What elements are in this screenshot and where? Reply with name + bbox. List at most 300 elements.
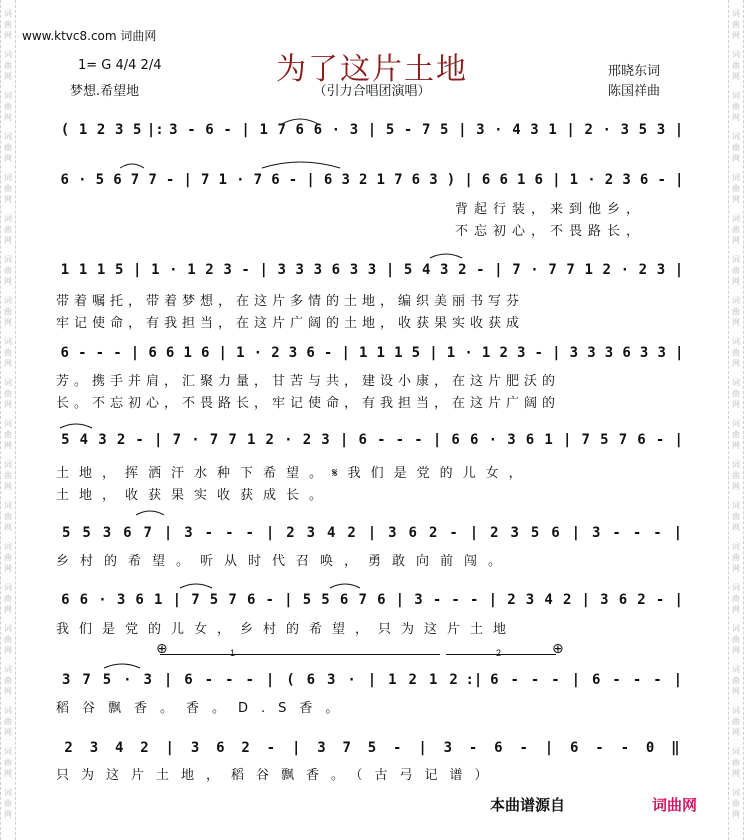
note: 2 <box>205 262 214 278</box>
note: 6 <box>494 740 503 756</box>
slur <box>430 254 462 258</box>
note: - <box>245 525 254 541</box>
note: 2 <box>449 672 458 688</box>
note: - <box>632 672 642 688</box>
barline: | <box>552 345 561 361</box>
note: 3 <box>657 345 666 361</box>
lyric-line-7: 我们是党的儿女，乡村的希望，只为这片土地 <box>56 622 517 637</box>
watermark-text: 词 曲 网 <box>4 337 12 368</box>
note: 2 <box>604 172 614 188</box>
note: 6 <box>481 172 491 188</box>
watermark-text: 词 曲 网 <box>4 50 12 81</box>
note: ( <box>286 672 295 688</box>
note: 1 <box>517 172 526 188</box>
watermark-text: 词 曲 网 <box>4 9 12 40</box>
note: · <box>169 262 178 278</box>
barline: | <box>488 592 498 608</box>
note: 5 <box>385 122 395 138</box>
coda-sign-2: ⊕ <box>552 640 564 656</box>
watermark-text: 词 曲 网 <box>4 255 12 286</box>
note: 6 <box>60 345 69 361</box>
note: 1 <box>376 172 385 188</box>
barline: | <box>432 432 442 448</box>
watermark-text: 词 曲 网 <box>4 706 12 737</box>
note: - <box>432 592 442 608</box>
note: · <box>347 672 356 688</box>
lyric-line-5a: 土地，挥洒汗水种下希望。𝄋我们是党的儿女， <box>56 466 532 481</box>
note: 5 <box>302 592 312 608</box>
note: 6 <box>184 672 193 688</box>
note: 6 <box>123 525 132 541</box>
note: - <box>476 262 485 278</box>
note: 6 <box>323 172 333 188</box>
note: 5 <box>209 592 219 608</box>
note: 2 <box>359 172 368 188</box>
note: 1 <box>218 172 227 188</box>
barline: | <box>265 672 275 688</box>
note: 1 <box>584 262 593 278</box>
note: 1 <box>446 345 456 361</box>
note: - <box>451 592 460 608</box>
note: 6 <box>165 345 175 361</box>
barline: | <box>552 172 561 188</box>
note: 2 <box>408 672 417 688</box>
note: 6 <box>331 262 341 278</box>
note: 3 <box>622 172 631 188</box>
watermark-text: 词 曲 网 <box>4 788 12 819</box>
note: 7 <box>228 592 237 608</box>
note: · <box>530 262 539 278</box>
note: 3 <box>569 345 579 361</box>
note: - <box>655 592 665 608</box>
note: 6 <box>313 122 323 138</box>
watermark-text: 词 曲 网 <box>732 255 740 286</box>
note: 3 <box>61 672 71 688</box>
note: · <box>253 345 263 361</box>
note: 2 <box>458 262 467 278</box>
note: 6 <box>135 592 144 608</box>
barline: | <box>165 740 174 756</box>
barline: | <box>163 525 173 541</box>
note: 3 <box>143 672 152 688</box>
note: 4 <box>79 432 89 448</box>
note: 2 <box>265 432 274 448</box>
note: 3 <box>114 122 124 138</box>
note: 2 <box>637 592 646 608</box>
slur <box>136 511 164 515</box>
watermark-text: 词 曲 网 <box>732 296 740 327</box>
slur <box>180 584 212 588</box>
note: - <box>468 740 478 756</box>
watermark-text: 词 曲 网 <box>732 173 740 204</box>
note: 5 <box>133 122 142 138</box>
note: 3 <box>587 345 596 361</box>
watermark-text: 词 曲 网 <box>4 419 12 450</box>
slur <box>120 164 144 168</box>
note: 3 <box>414 592 423 608</box>
note: 1 <box>388 672 397 688</box>
barline: | <box>133 262 142 278</box>
barline: | <box>218 345 227 361</box>
note: 6 <box>306 345 315 361</box>
note: 5 <box>95 172 105 188</box>
note: - <box>165 172 175 188</box>
lyric-line-3b: 牢记使命，有我担当，在这片广阔的土地，收获果实收获成 <box>56 316 525 331</box>
note: 3 <box>440 262 449 278</box>
note: · <box>236 172 245 188</box>
note: 1 <box>428 672 438 688</box>
performer: （引力合唱团演唱） <box>313 84 431 99</box>
barline: | <box>674 592 683 608</box>
note: - <box>113 345 122 361</box>
slur <box>262 162 340 168</box>
barline: | <box>675 172 684 188</box>
note: - <box>225 672 234 688</box>
note: 3 <box>639 345 649 361</box>
note: - <box>245 672 254 688</box>
note: 6 <box>295 122 304 138</box>
note: 6 <box>113 172 122 188</box>
note: 6 <box>377 592 386 608</box>
barline: | <box>395 592 405 608</box>
note: 1 <box>359 345 368 361</box>
note: 7 <box>143 525 152 541</box>
watermark-text: 词 曲 网 <box>732 214 740 245</box>
lyric-line-2a: 背起行装，来到他乡， <box>455 202 646 217</box>
note: 3 <box>604 345 614 361</box>
note: 6 <box>411 172 421 188</box>
slur <box>330 584 360 588</box>
barline: | <box>241 122 250 138</box>
barline: | <box>163 672 173 688</box>
note: 7 <box>209 432 219 448</box>
note: 1 <box>96 262 106 278</box>
note: 7 <box>228 432 237 448</box>
watermark-text: 词 曲 网 <box>732 337 740 368</box>
watermark-text: 词 曲 网 <box>4 378 12 409</box>
note: 3 <box>530 122 539 138</box>
note: 5 <box>638 122 648 138</box>
note: - <box>510 672 519 688</box>
note: - <box>470 592 479 608</box>
note: - <box>620 740 630 756</box>
barline: | <box>183 172 192 188</box>
note: 3 <box>169 122 178 138</box>
note: - <box>414 432 423 448</box>
note: 2 <box>96 122 106 138</box>
barline: :| <box>465 672 483 688</box>
subtitle: 梦想.希望地 <box>70 84 140 99</box>
barline: | <box>341 345 350 361</box>
note: 3 <box>517 345 526 361</box>
barline: | <box>571 525 581 541</box>
note: 4 <box>421 262 431 278</box>
note: 6 <box>622 345 631 361</box>
note: 3 <box>510 525 519 541</box>
note: - <box>187 122 196 138</box>
note: 5 <box>321 592 330 608</box>
note: - <box>403 122 413 138</box>
note: 7 <box>566 262 575 278</box>
barline: | <box>544 740 554 756</box>
note: - <box>135 432 144 448</box>
note: 5 <box>411 345 421 361</box>
note: - <box>657 172 666 188</box>
barline: | <box>306 172 315 188</box>
note: 7 <box>277 122 286 138</box>
note: 6 <box>570 740 579 756</box>
note: 3 <box>507 432 516 448</box>
note: 3 <box>313 262 323 278</box>
note: 6 <box>490 672 499 688</box>
lyric-line-9: 只为这片土地，稻谷飘香。（古弓记谱） <box>56 768 500 783</box>
barline: | <box>265 525 275 541</box>
note: · <box>98 592 107 608</box>
note: 6 <box>79 592 89 608</box>
site-header[interactable]: www.ktvc8.com 词曲网 <box>22 29 157 43</box>
note: 6 <box>246 592 256 608</box>
note: 2 <box>140 740 149 756</box>
note: 2 <box>507 592 516 608</box>
barline: | <box>339 432 349 448</box>
barline: | <box>172 592 182 608</box>
note: 6 <box>205 122 214 138</box>
watermark-text: 词 曲 网 <box>732 419 740 450</box>
note: - <box>655 432 665 448</box>
watermark-text: 词 曲 网 <box>732 542 740 573</box>
note: 5 <box>82 525 91 541</box>
note: 1 <box>259 122 268 138</box>
note: 3 <box>592 525 601 541</box>
footer-source: 本曲谱源自 <box>490 796 566 814</box>
note: 3 <box>190 740 200 756</box>
note: 6 <box>148 345 157 361</box>
watermark-text: 词 曲 网 <box>4 747 12 778</box>
lyric-line-4a: 芳。携手并肩，汇聚力量，甘苦与共，建设小康，在这片肥沃的 <box>56 374 561 389</box>
note: - <box>519 740 528 756</box>
note: 6 <box>551 525 560 541</box>
barline: | <box>418 740 427 756</box>
note: 4 <box>544 592 553 608</box>
note: 6 <box>201 345 210 361</box>
note: 2 <box>302 432 312 448</box>
note: - <box>393 740 402 756</box>
note: 4 <box>327 525 336 541</box>
volta-2-label: 2 <box>496 648 502 658</box>
note: 3 <box>223 262 232 278</box>
note: 3 <box>89 740 99 756</box>
note: 1 <box>569 172 579 188</box>
note: - <box>653 525 662 541</box>
note: 6 <box>271 172 280 188</box>
note: 2 <box>638 262 648 278</box>
note: - <box>266 740 276 756</box>
note: 3 <box>116 592 126 608</box>
note: 3 <box>429 172 438 188</box>
note: 2 <box>271 345 280 361</box>
note: 5 <box>530 525 540 541</box>
watermark-text: 词 曲 网 <box>732 460 740 491</box>
note: 6 <box>358 432 367 448</box>
footer-brand-link[interactable]: 词曲网 <box>652 796 698 814</box>
watermark-text: 词 曲 网 <box>732 501 740 532</box>
note: 6 <box>499 172 508 188</box>
note: 3 <box>295 262 304 278</box>
note: 7 <box>130 172 140 188</box>
barline: | <box>259 262 268 278</box>
note: 3 <box>277 262 286 278</box>
note: 2 <box>116 432 126 448</box>
barline: | <box>367 525 377 541</box>
watermark-text: 词 曲 网 <box>4 624 12 655</box>
note: 7 <box>358 592 367 608</box>
slur <box>104 664 140 668</box>
note: - <box>632 525 642 541</box>
note: 7 <box>148 172 157 188</box>
note: - <box>530 672 540 688</box>
note: 5 <box>114 262 124 278</box>
watermark-text: 词 曲 网 <box>732 624 740 655</box>
note: 7 <box>201 172 210 188</box>
watermark-text: 词 曲 网 <box>4 296 12 327</box>
barline: | <box>673 525 683 541</box>
note: 7 <box>581 432 590 448</box>
note: 2 <box>286 525 295 541</box>
note: 2 <box>347 525 356 541</box>
coda-sign-1: ⊕ <box>156 640 168 656</box>
note: 1 <box>187 262 196 278</box>
note: 7 <box>253 172 263 188</box>
note: 3 <box>184 525 193 541</box>
note: 6 <box>60 172 69 188</box>
watermark-text: 词 曲 网 <box>4 214 12 245</box>
note: ( <box>60 122 70 138</box>
note: 6 <box>592 672 601 688</box>
volta-1-label: 1 <box>230 648 236 658</box>
note: · <box>123 672 132 688</box>
barline: | <box>154 432 163 448</box>
watermark-text: 词 曲 网 <box>732 378 740 409</box>
note: 3 <box>620 122 630 138</box>
note: 5 <box>367 740 377 756</box>
note: 6 <box>525 432 535 448</box>
note: 6 <box>470 432 479 448</box>
note: 3 <box>476 122 485 138</box>
barline: | <box>284 592 293 608</box>
note: - <box>653 672 662 688</box>
note: · <box>331 122 341 138</box>
composer: 陈国祥曲 <box>608 84 661 99</box>
note: 5 <box>403 262 413 278</box>
barline: | <box>469 525 479 541</box>
note: 1 <box>376 345 385 361</box>
watermark-text: 词 曲 网 <box>4 132 12 163</box>
note: - <box>288 172 298 188</box>
note: - <box>551 672 560 688</box>
barline: | <box>458 122 467 138</box>
note: 5 <box>440 122 449 138</box>
note: 7 <box>394 172 403 188</box>
note: 3 <box>98 432 107 448</box>
note: 7 <box>82 672 91 688</box>
note: 6 <box>408 525 417 541</box>
note: 2 <box>562 592 572 608</box>
note: - <box>95 345 105 361</box>
watermark-text: 词 曲 网 <box>732 9 740 40</box>
note: - <box>204 525 214 541</box>
note: 3 <box>327 672 336 688</box>
note: 2 <box>428 525 438 541</box>
lyric-line-5b: 土地，收获果实收获成长。 <box>56 488 333 503</box>
note: 1 <box>481 345 491 361</box>
note: - <box>323 345 333 361</box>
watermark-text: 词 曲 网 <box>4 501 12 532</box>
note: - <box>534 345 543 361</box>
note: - <box>395 432 405 448</box>
barline: | <box>367 672 377 688</box>
watermark-text: 词 曲 网 <box>732 132 740 163</box>
note: - <box>595 740 604 756</box>
watermark-text: 词 曲 网 <box>4 173 12 204</box>
note: 1 <box>60 262 70 278</box>
note: 5 <box>61 525 71 541</box>
note: 6 <box>637 432 646 448</box>
note: 2 <box>602 262 611 278</box>
note: 1 <box>151 262 160 278</box>
note: 1 <box>394 345 403 361</box>
note: · <box>494 122 503 138</box>
barline: | <box>429 345 438 361</box>
note: - <box>223 122 232 138</box>
note: 1 <box>236 345 245 361</box>
note: 4 <box>512 122 521 138</box>
note: 2 <box>64 740 73 756</box>
note: 1 <box>183 345 192 361</box>
note: 1 <box>548 122 557 138</box>
note: 3 <box>341 172 350 188</box>
note: ) <box>446 172 456 188</box>
note: - <box>241 262 250 278</box>
note: 7 <box>172 432 182 448</box>
note: 3 <box>288 345 298 361</box>
barline: | <box>291 740 301 756</box>
note: · <box>620 262 630 278</box>
note: 3 <box>102 525 112 541</box>
watermark-text: 词 曲 网 <box>732 747 740 778</box>
note: · <box>284 432 293 448</box>
lyric-line-8: 稻谷飘香。香。D.S香。 <box>56 701 352 716</box>
note: - <box>612 525 621 541</box>
note: · <box>78 172 87 188</box>
note: · <box>191 432 200 448</box>
watermark-text: 词 曲 网 <box>4 460 12 491</box>
note: 5 <box>600 432 609 448</box>
note: 4 <box>114 740 124 756</box>
note: 6 <box>534 172 543 188</box>
note: · <box>464 345 473 361</box>
note: 3 <box>317 740 326 756</box>
watermark-text: 词 曲 网 <box>732 91 740 122</box>
watermark-text: 词 曲 网 <box>4 583 12 614</box>
note: · <box>587 172 596 188</box>
note: 3 <box>367 262 377 278</box>
note: · <box>488 432 498 448</box>
barline: | <box>494 262 503 278</box>
watermark-text: 词 曲 网 <box>4 665 12 696</box>
barline: | <box>385 262 395 278</box>
slur <box>282 119 318 124</box>
note: 3 <box>443 740 453 756</box>
